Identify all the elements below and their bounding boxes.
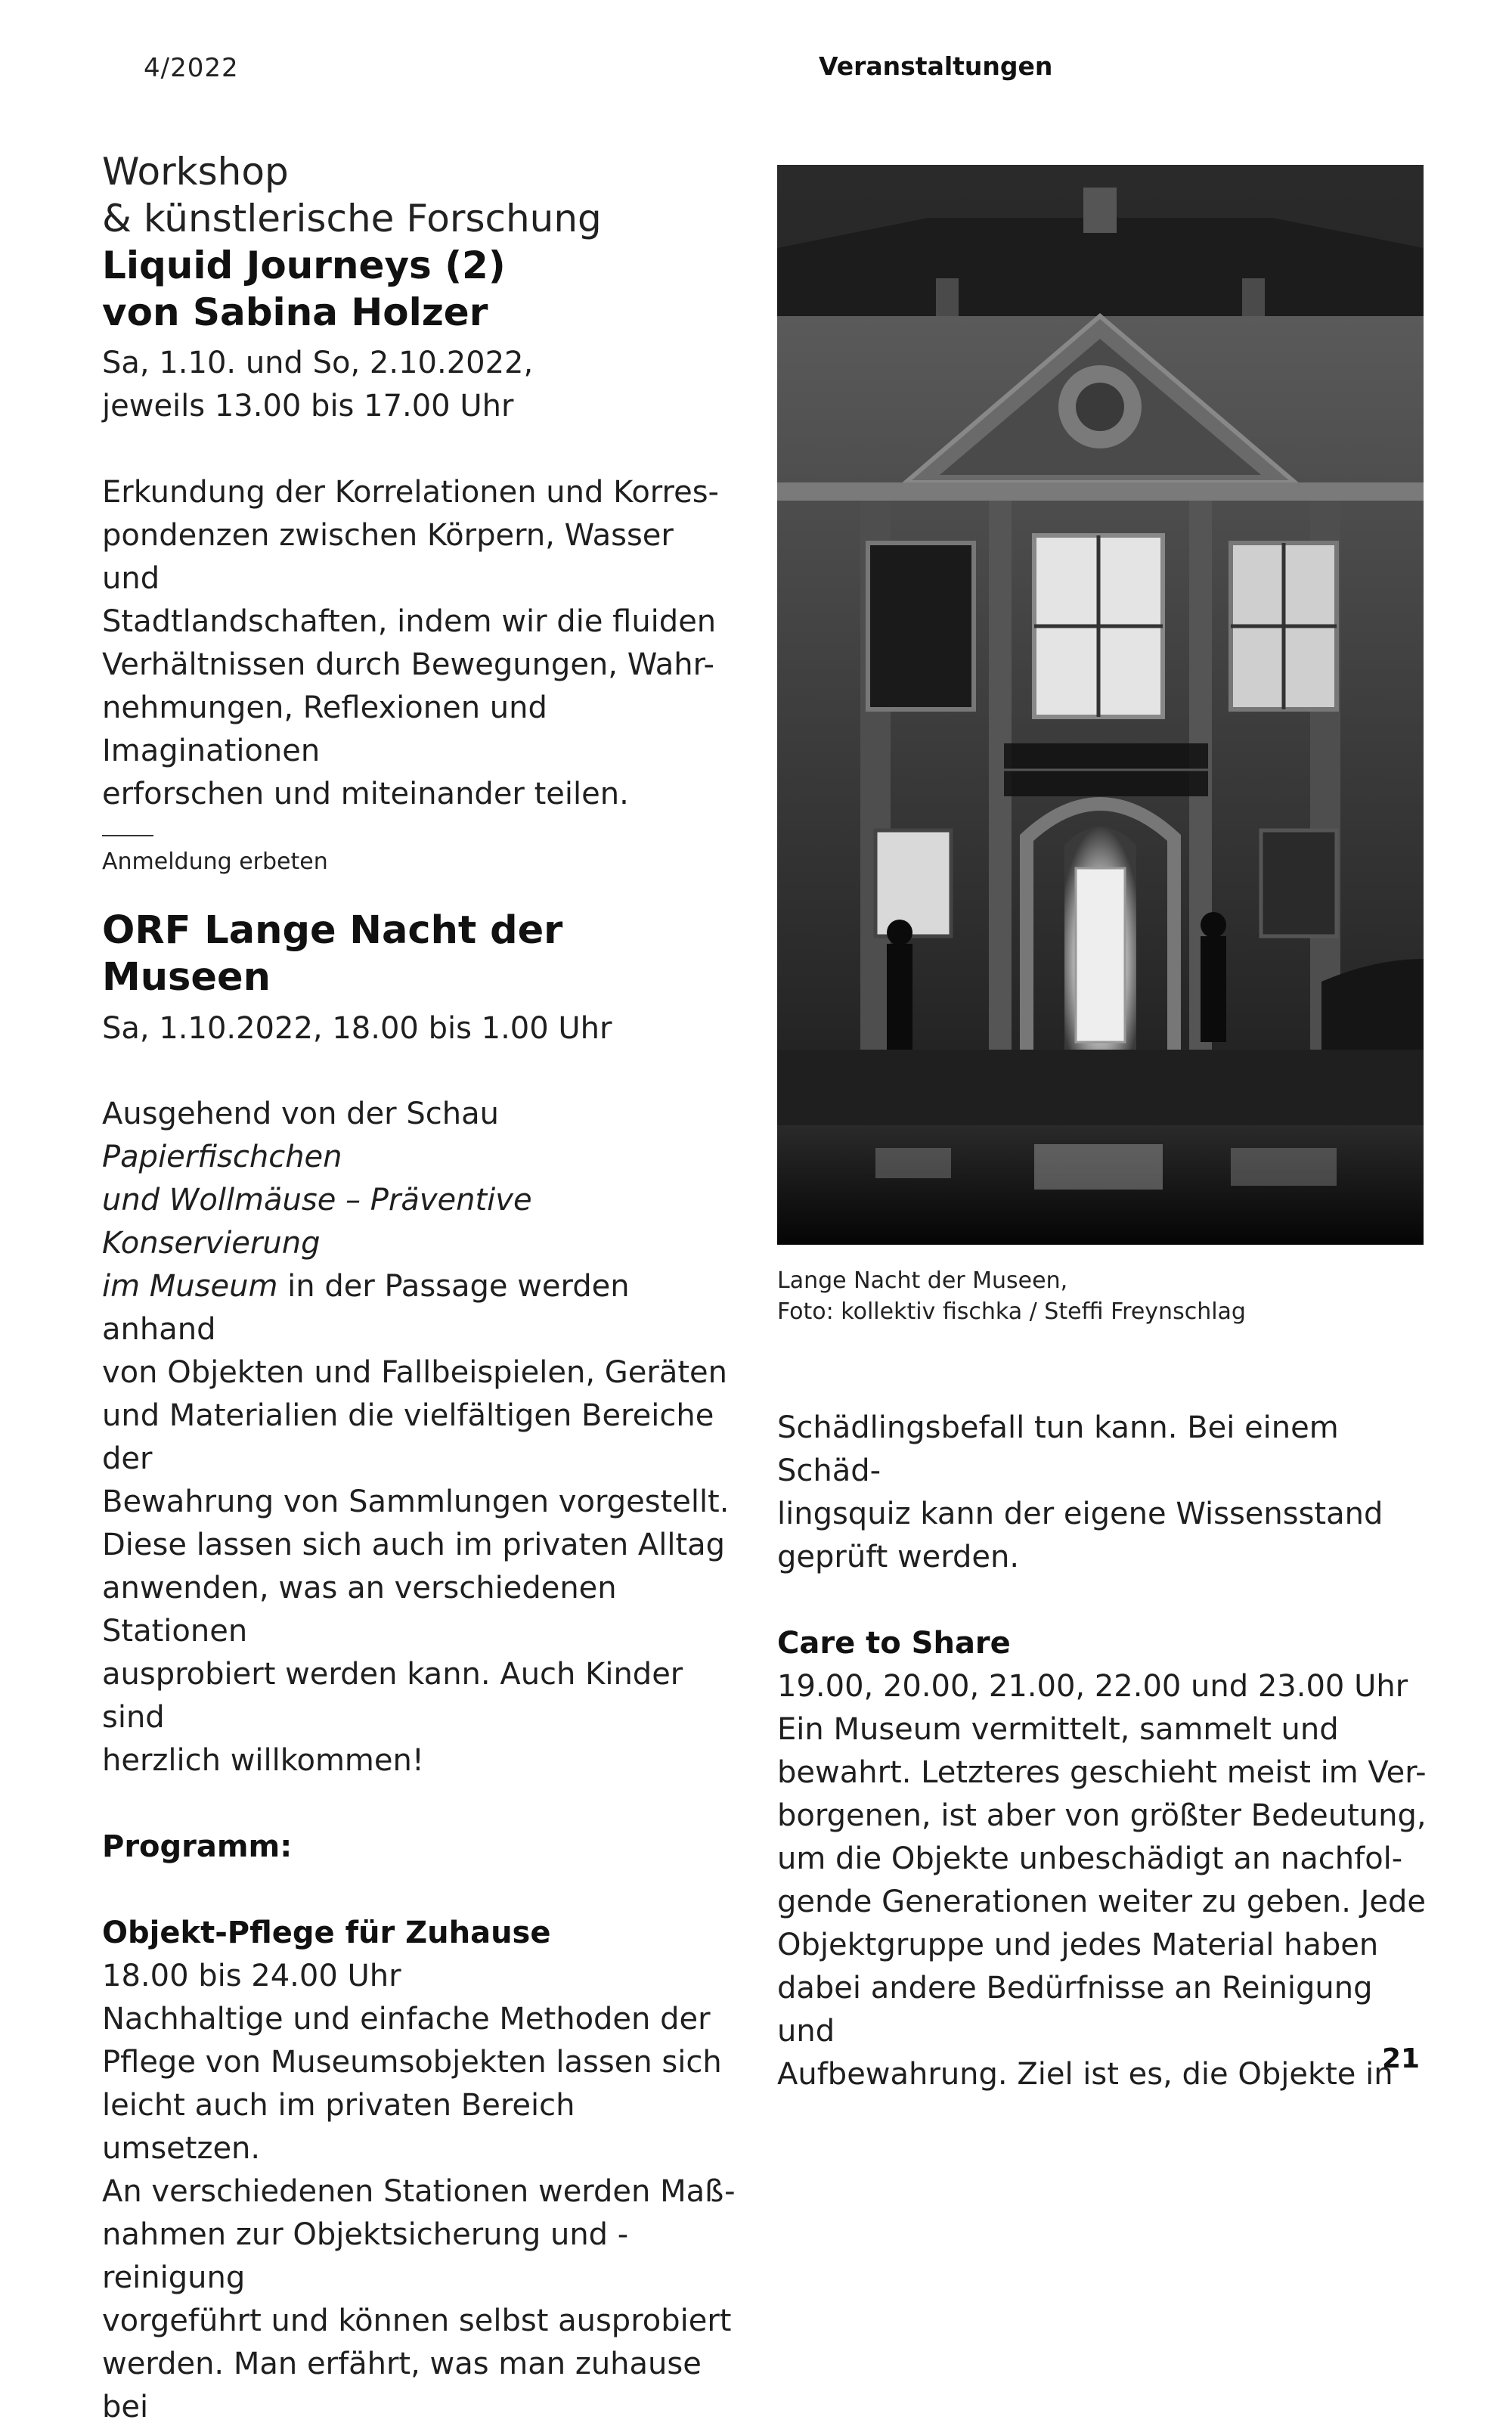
program-item-line: werden. Man erfährt, was man zuhause bei	[102, 2347, 702, 2424]
event-date-line2: jeweils 13.00 bis 17.00 Uhr	[102, 389, 514, 423]
program-item-time: 18.00 bis 24.00 Uhr	[102, 1959, 401, 1993]
event-intro-line	[102, 1179, 737, 1265]
caption-credit: Foto: kollektiv fischka / Steffi Freynschlag	[777, 1298, 1246, 1325]
program-label: Programm:	[102, 1829, 293, 1864]
program-item-line: geprüft werden.	[777, 1540, 1020, 1574]
event-type-line2: & künstlerische Forschung	[102, 197, 602, 240]
event-description-line: Verhältnissen durch Bewegungen, Wahr-	[102, 647, 714, 682]
event-intro-line: von Objekten und Fallbeispielen, Geräten	[102, 1355, 727, 1390]
program-item-title: Objekt-Pflege für Zuhause	[102, 1916, 551, 1950]
program-item-line: Aufbewahrung. Ziel ist es, die Objekte in	[777, 2057, 1393, 2092]
event-workshop	[102, 148, 737, 877]
program-item-line: borgenen, ist aber von größter Bedeutung,	[777, 1798, 1427, 1833]
museum-facade-image	[777, 165, 1424, 1245]
event-description-line: Erkundung der Korrelationen und Korres-	[102, 475, 719, 510]
page-number: 21	[1382, 2043, 1421, 2074]
event-date-line1: Sa, 1.10. und So, 2.10.2022,	[102, 346, 534, 380]
program-item-line: bewahrt. Letzteres geschieht meist im Ver-	[777, 1755, 1427, 1790]
event-title: ORF Lange Nacht der Museen	[102, 908, 563, 1000]
event-intro-line: ausprobiert werden kann. Auch Kinder sind	[102, 1657, 683, 1735]
exhibition-title: und Wollmäuse – Präventive Konservierung	[102, 1183, 532, 1261]
program-item-line: Nachhaltige und einfache Methoden der	[102, 2002, 711, 2037]
event-intro-line: Diese lassen sich auch im privaten Alltag	[102, 1528, 726, 1562]
program-item-line: gende Generationen weiter zu geben. Jede	[777, 1885, 1427, 1919]
event-title-line1: Liquid Journeys (2)	[102, 244, 506, 287]
event-intro-line: herzlich willkommen!	[102, 1743, 424, 1778]
event-description-line: nehmungen, Reflexionen und Imaginationen	[102, 690, 547, 768]
program-item-line: um die Objekte unbeschädigt an nachfol-	[777, 1841, 1403, 1876]
event-lange-nacht	[102, 907, 737, 2429]
event-title-line2: von Sabina Holzer	[102, 290, 488, 334]
event-intro-line	[102, 1265, 737, 1351]
issue-label: 4/2022	[144, 53, 239, 83]
intro-text: in der Passage werden anhand	[102, 1269, 630, 1347]
registration-note: Anmeldung erbeten	[102, 848, 328, 875]
photo-caption	[777, 1265, 1246, 1327]
program-item-line: Pflege von Museumsobjekten lassen sich	[102, 2045, 722, 2080]
divider	[102, 835, 153, 836]
program-item-line: Objektgruppe und jedes Material haben	[777, 1928, 1379, 1962]
program-item-line: leicht auch im privaten Bereich umsetzen.	[102, 2088, 575, 2166]
exhibition-title: Papierfischchen	[102, 1140, 342, 1174]
program-item-line: Ein Museum vermittelt, sammelt und	[777, 1712, 1339, 1747]
program-item-line: dabei andere Bedürfnisse an Reinigung und	[777, 1971, 1373, 2049]
event-date: Sa, 1.10.2022, 18.00 bis 1.00 Uhr	[102, 1011, 612, 1046]
program-item-time: 19.00, 20.00, 21.00, 22.00 und 23.00 Uhr	[777, 1669, 1408, 1704]
event-intro-line: anwenden, was an verschiedenen Stationen	[102, 1571, 617, 1649]
event-description-line: Stadtlandschaften, indem wir die fluiden	[102, 604, 717, 639]
event-intro-line: Bewahrung von Sammlungen vorgestellt.	[102, 1484, 730, 1519]
event-description-line: erforschen und miteinander teilen.	[102, 777, 629, 811]
program-item-line: Schädlingsbefall tun kann. Bei einem Schäd-	[777, 1410, 1339, 1488]
exhibition-title: im Museum	[102, 1269, 278, 1304]
intro-text: Ausgehend von der Schau	[102, 1097, 499, 1131]
program-item-line: lingsquiz kann der eigene Wissensstand	[777, 1497, 1383, 1531]
event-intro-line	[102, 1093, 737, 1179]
program-item-title: Care to Share	[777, 1626, 1011, 1661]
event-intro-line: und Materialien die vielfältigen Bereiche der	[102, 1398, 714, 1476]
program-item-line: nahmen zur Objektsicherung und -reinigung	[102, 2217, 629, 2295]
right-column-text	[777, 1407, 1427, 2096]
event-type-line1: Workshop	[102, 150, 289, 194]
section-label: Veranstaltungen	[819, 51, 1053, 81]
museum-photo	[777, 165, 1424, 1245]
event-description-line: pondenzen zwischen Körpern, Wasser und	[102, 518, 674, 596]
program-item-line: An verschiedenen Stationen werden Maß-	[102, 2174, 736, 2209]
program-item-line: vorgeführt und können selbst ausprobiert	[102, 2303, 732, 2338]
caption-line1: Lange Nacht der Museen,	[777, 1267, 1068, 1294]
